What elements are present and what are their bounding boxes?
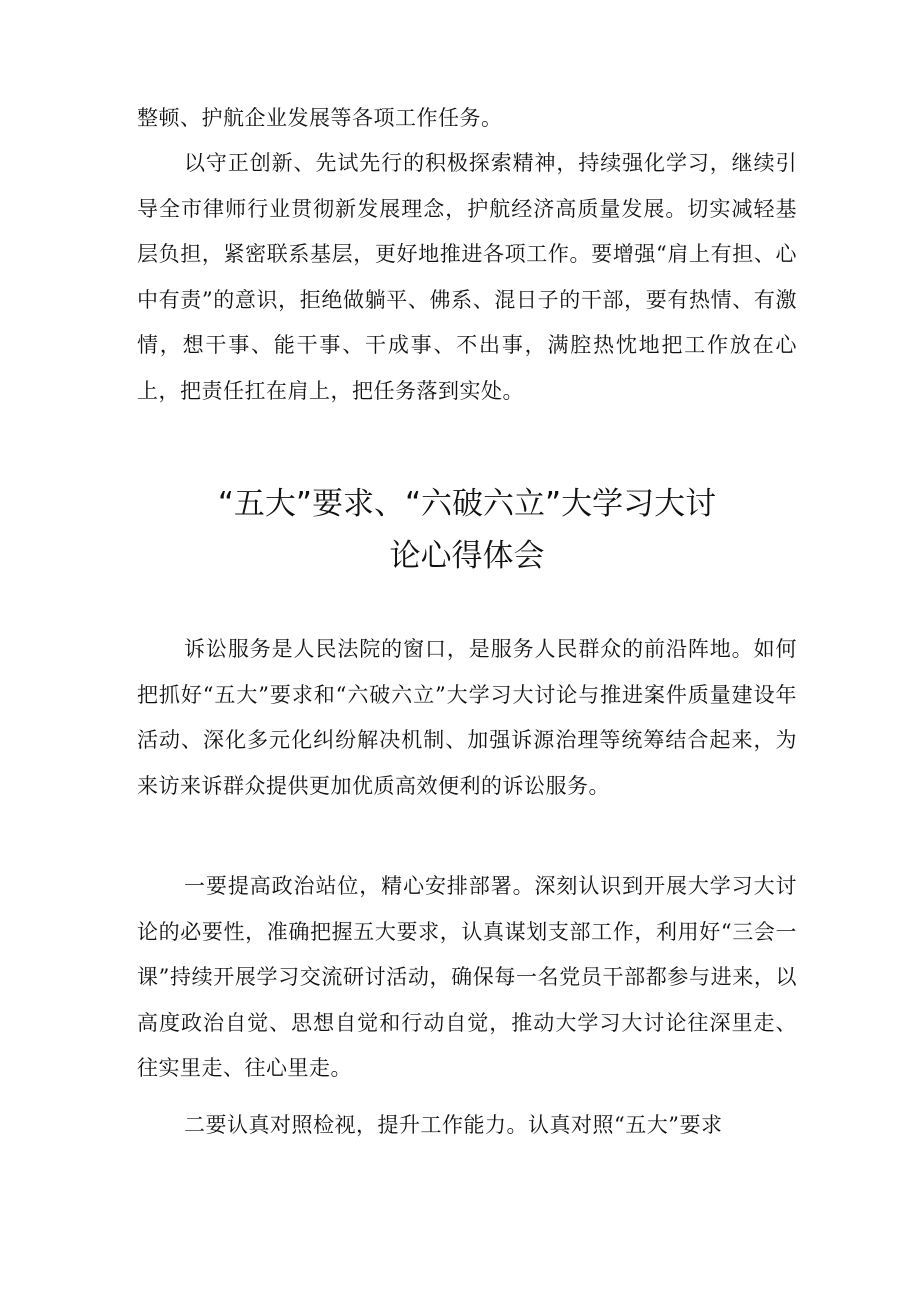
paragraph-point-two: 二要认真对照检视，提升工作能力。认真对照“五大”要求	[184, 1113, 723, 1137]
paragraph-innovation: 以守正创新、先试先行的积极探索精神，持续强化学习，继续引导全市律师行业贯彻新发展理念，护航经济高质量发展。切实减轻基层负担，紧密联系基层，更好地推进各项工作。要增强“肩上有担、心中有责”的意识，拒绝做躺平、佛系、混日子的干部，要有热情、有激情，想干事、能干事、干成事、不出事，满腔热忱地把工作放在心上，把责任扛在肩上，把任务落到实处。	[137, 151, 797, 403]
title-line-1: “五大”要求、“六破六立”大学习大讨	[217, 486, 717, 522]
paragraph-point-one: 一要提高政治站位，精心安排部署。深刻认识到开展大学习大讨论的必要性，准确把握五大要求，认真谋划支部工作，利用好“三会一课”持续开展学习交流研讨活动，确保每一名党员干部都参与进来，以高度政治自觉、思想自觉和行动自觉，推动大学习大讨论往深里走、往实里走、往心里走。	[137, 874, 797, 1080]
paragraph-intro: 诉讼服务是人民法院的窗口，是服务人民群众的前沿阵地。如何把抓好“五大”要求和“六破六立”大学习大讨论与推进案件质量建设年活动、深化多元化纠纷解决机制、加强诉源治理等统筹结合起来，为来访来诉群众提供更加优质高效便利的诉讼服务。	[137, 637, 797, 798]
title-line-2: 论心得体会	[389, 538, 545, 574]
paragraph-continuation: 整顿、护航企业发展等各项工作任务。	[137, 106, 503, 130]
article-title	[137, 478, 797, 582]
